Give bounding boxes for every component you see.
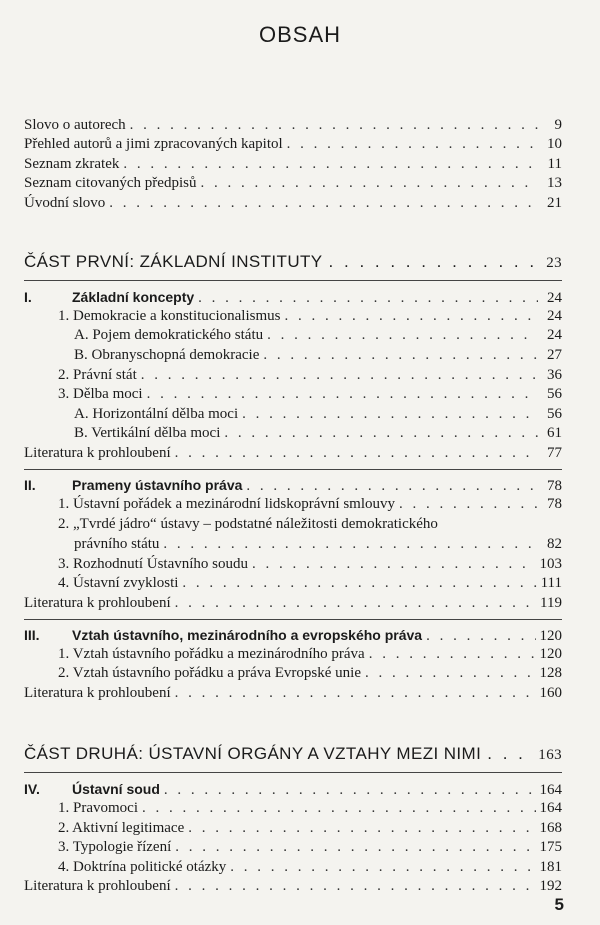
- toc-entry-page: 164: [539, 800, 562, 816]
- toc-entry-page: 119: [540, 595, 562, 611]
- toc-entry-front: [24, 155, 562, 173]
- toc-entry-label: A. Pojem demokratického státu: [74, 327, 264, 343]
- part-heading-label: ČÁST PRVNÍ: ZÁKLADNÍ INSTITUTY: [24, 252, 323, 271]
- toc-entry-page: 78: [547, 478, 562, 494]
- toc-entry-label: 2. Právní stát: [58, 367, 137, 383]
- toc-entry-label: Literatura k prohloubení: [24, 445, 171, 461]
- toc-entry: [58, 858, 562, 876]
- toc-entry-page: 21: [547, 195, 562, 211]
- toc-entry-page: 24: [547, 290, 562, 306]
- chapter-entry: [24, 288, 562, 307]
- toc-entry-page: 56: [547, 406, 562, 422]
- toc-entry-page: 77: [547, 445, 562, 461]
- toc-entry-page: 36: [547, 367, 562, 383]
- toc-entry: [58, 645, 562, 663]
- chapter-title: Vztah ústavního, mezinárodního a evropského práva: [72, 627, 423, 643]
- chapter-title: Ústavní soud: [72, 781, 160, 797]
- toc-entry-label: 3. Dělba moci: [58, 386, 143, 402]
- divider: [24, 619, 562, 620]
- toc-entry: [74, 346, 562, 364]
- toc-entry-page: 103: [539, 556, 562, 572]
- toc-entry-label: 2. Vztah ústavního pořádku a práva Evropské unie: [58, 665, 361, 681]
- toc-entry-front: [24, 174, 562, 192]
- toc-entry: [58, 307, 562, 325]
- toc-entry: [74, 405, 562, 423]
- literature-entry: [24, 594, 562, 612]
- toc-entry-page: 192: [539, 878, 562, 894]
- toc-entry-label: právního státu: [74, 536, 160, 552]
- toc-entry-page: 24: [547, 327, 562, 343]
- part-heading-label: ČÁST DRUHÁ: ÚSTAVNÍ ORGÁNY A VZTAHY MEZI NIMI: [24, 744, 482, 763]
- toc-entry-front: [24, 135, 562, 153]
- toc-entry: [58, 385, 562, 403]
- toc-entry-page: 164: [539, 782, 562, 798]
- toc-entry-page: 13: [547, 175, 562, 191]
- toc-entry-label: 1. Demokracie a konstitucionalismus: [58, 308, 281, 324]
- page-number: 5: [554, 895, 564, 914]
- divider: [24, 772, 562, 773]
- chapter-title: Základní koncepty: [72, 289, 195, 305]
- toc-entry-page: 120: [539, 628, 562, 644]
- toc-entry-front: [24, 194, 562, 212]
- toc-entry: [74, 535, 562, 553]
- toc-entry: [58, 366, 562, 384]
- chapter-entry: [24, 476, 562, 495]
- toc-entry-label: Slovo o autorech: [24, 117, 126, 133]
- toc-entry-label: B. Obranyschopná demokracie: [74, 347, 260, 363]
- chapter-number: III.: [24, 627, 40, 643]
- toc-entry: [58, 515, 562, 533]
- divider: [24, 280, 562, 281]
- toc-entry: [58, 799, 562, 817]
- toc-entry-label: 2. „Tvrdé jádro“ ústavy – podstatné náležitosti demokratického: [58, 516, 438, 532]
- toc-entry: [58, 555, 562, 573]
- toc-entry-label: 4. Doktrína politické otázky: [58, 859, 227, 875]
- toc-entry-page: 181: [539, 859, 562, 875]
- toc-entry-label: Literatura k prohloubení: [24, 878, 171, 894]
- chapter-entry: [24, 780, 562, 799]
- chapter-entry: [24, 626, 562, 645]
- toc-entry: [58, 664, 562, 682]
- part-heading-page: 23: [546, 255, 562, 271]
- toc-entry-label: Úvodní slovo: [24, 195, 106, 211]
- literature-entry: [24, 877, 562, 895]
- toc-entry-label: Literatura k prohloubení: [24, 595, 171, 611]
- toc-entry-page: 111: [540, 575, 562, 591]
- divider: [24, 469, 562, 470]
- toc-entry-label: Literatura k prohloubení: [24, 685, 171, 701]
- toc-entry-front: [24, 116, 562, 134]
- toc-entry-label: 4. Ústavní zvyklosti: [58, 575, 179, 591]
- toc-entry-page: 27: [547, 347, 562, 363]
- toc-entry-page: 24: [547, 308, 562, 324]
- toc-entry-label: 3. Typologie řízení: [58, 839, 172, 855]
- toc-entry-page: 120: [539, 646, 562, 662]
- toc-title: OBSAH: [258, 22, 342, 47]
- toc-entry: [58, 838, 562, 856]
- toc-entry: [58, 495, 562, 513]
- toc-entry-page: 10: [547, 136, 562, 152]
- part-heading: [24, 744, 562, 764]
- toc-entry-page: 82: [547, 536, 562, 552]
- toc-entry-label: A. Horizontální dělba moci: [74, 406, 239, 422]
- chapter-number: IV.: [24, 781, 40, 797]
- toc-entry-page: 78: [547, 496, 562, 512]
- toc-entry-page: 128: [539, 665, 562, 681]
- chapter-number: I.: [24, 289, 32, 305]
- toc-entry-label: 1. Vztah ústavního pořádku a mezinárodního práva: [58, 646, 365, 662]
- toc-entry-page: 168: [539, 820, 562, 836]
- toc-entry-page: 175: [539, 839, 562, 855]
- toc-entry-label: 1. Pravomoci: [58, 800, 138, 816]
- toc-entry-label: 2. Aktivní legitimace: [58, 820, 185, 836]
- toc-entry: [58, 819, 562, 837]
- part-heading: [24, 252, 562, 272]
- toc-entry-page: 9: [554, 117, 562, 133]
- toc-entry-label: Seznam zkratek: [24, 156, 120, 172]
- toc-entry-page: 11: [547, 156, 562, 172]
- toc-entry: [74, 424, 562, 442]
- toc-entry-label: Přehled autorů a jimi zpracovaných kapitol: [24, 136, 283, 152]
- literature-entry: [24, 684, 562, 702]
- toc-entry-label: B. Vertikální dělba moci: [74, 425, 221, 441]
- chapter-title: Prameny ústavního práva: [72, 477, 243, 493]
- toc-entry-label: 3. Rozhodnutí Ústavního soudu: [58, 556, 248, 572]
- toc-entry-page: 56: [547, 386, 562, 402]
- chapter-number: II.: [24, 477, 36, 493]
- toc-entry-page: 61: [547, 425, 562, 441]
- toc-entry-label: Seznam citovaných předpisů: [24, 175, 197, 191]
- toc-entry: [74, 326, 562, 344]
- toc-entry: [58, 574, 562, 592]
- toc-entry-label: 1. Ústavní pořádek a mezinárodní lidskoprávní smlouvy: [58, 496, 396, 512]
- literature-entry: [24, 444, 562, 462]
- part-heading-page: 163: [538, 747, 562, 763]
- toc-entry-page: 160: [539, 685, 562, 701]
